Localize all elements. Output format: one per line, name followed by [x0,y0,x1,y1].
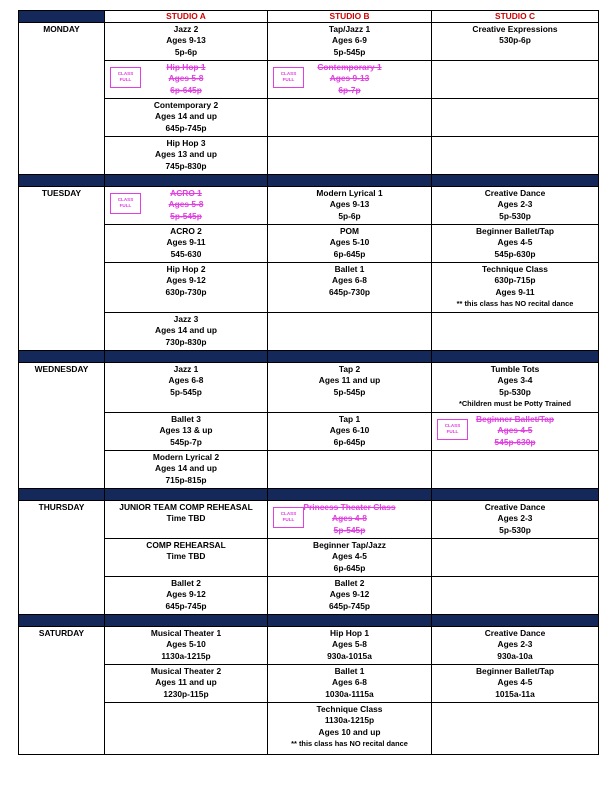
empty-cell [432,99,599,137]
class-cell: Tap/Jazz 1 Ages 6-9 5p-545p [268,23,432,61]
empty-cell [432,577,599,615]
tuesday-row-2 [19,225,599,263]
empty-cell [268,451,432,489]
empty-cell [432,539,599,577]
class-cell: Creative Dance Ages 2-3 5p-530p [432,501,599,539]
class-cell: Hip Hop 1 Ages 5-8 930a-1015a [268,627,432,665]
class-cell: Jazz 3 Ages 14 and up 730p-830p [105,313,268,351]
class-cell: Beginner Tap/Jazz Ages 4-5 6p-645p [268,539,432,577]
day-separator [19,615,599,627]
class-cell: Jazz 1 Ages 6-8 5p-545p [105,363,268,413]
saturday-row-2 [19,665,599,703]
class-cell: Beginner Ballet/Tap Ages 4-5 545p-630p [432,225,599,263]
class-cell: Ballet 3 Ages 13 & up 545p-7p [105,413,268,451]
class-cell: Ballet 2 Ages 9-12 645p-745p [268,577,432,615]
full-class-cell: CLASS FULL Hip Hop 1 Ages 5-8 6p-645p [105,61,268,99]
class-cell: Hip Hop 3 Ages 13 and up 745p-830p [105,137,268,175]
class-cell: Creative Dance Ages 2-3 5p-530p [432,187,599,225]
schedule-table [18,10,599,755]
class-cell: JUNIOR TEAM COMP REHEASAL Time TBD [105,501,268,539]
monday-row-3 [19,99,599,137]
class-full-badge: CLASS FULL [437,419,468,440]
empty-cell [268,313,432,351]
full-class-cell: CLASS FULL Beginner Ballet/Tap Ages 4-5 545p-630p [432,413,599,451]
class-cell: Tap 2 Ages 11 and up 5p-545p [268,363,432,413]
header-row [19,11,599,23]
class-cell: Tap 1 Ages 6-10 6p-645p [268,413,432,451]
wednesday-row-1 [19,363,599,413]
empty-cell [432,137,599,175]
empty-cell [432,703,599,755]
class-full-badge: CLASS FULL [110,193,141,214]
class-cell: Contemporary 2 Ages 14 and up 645p-745p [105,99,268,137]
class-cell: Creative Expressions 530p-6p [432,23,599,61]
empty-cell [268,137,432,175]
class-cell: Musical Theater 1 Ages 5-10 1130a-1215p [105,627,268,665]
class-cell: Musical Theater 2 Ages 11 and up 1230p-115p [105,665,268,703]
day-label-thursday: THURSDAY [19,501,105,615]
class-cell: Beginner Ballet/Tap Ages 4-5 1015a-11a [432,665,599,703]
wednesday-row-2 [19,413,599,451]
day-label-monday: MONDAY [19,23,105,175]
tuesday-row-3 [19,263,599,313]
day-label-saturday: SATURDAY [19,627,105,755]
class-cell: Ballet 2 Ages 9-12 645p-745p [105,577,268,615]
studio-b-header: STUDIO B [268,11,432,23]
day-separator [19,175,599,187]
full-class-cell: CLASS FULL Princess Theater Class Ages 4-8 5p-545p [268,501,432,539]
class-cell: POM Ages 5-10 6p-645p [268,225,432,263]
studio-c-header: STUDIO C [432,11,599,23]
recital-note: ** this class has NO recital dance [291,739,408,749]
full-class-cell: CLASS FULL ACRO 1 Ages 5-8 5p-545p [105,187,268,225]
day-separator [19,351,599,363]
class-cell: Jazz 2 Ages 9-13 5p-6p [105,23,268,61]
monday-row-2 [19,61,599,99]
class-cell: Ballet 1 Ages 6-8 645p-730p [268,263,432,313]
monday-row-1 [19,23,599,61]
class-cell: Creative Dance Ages 2-3 930a-10a [432,627,599,665]
monday-row-4 [19,137,599,175]
tuesday-row-1 [19,187,599,225]
empty-cell [268,99,432,137]
class-full-badge: CLASS FULL [273,67,304,88]
class-cell: Modern Lyrical 2 Ages 14 and up 715p-815p [105,451,268,489]
class-cell: COMP REHEARSAL Time TBD [105,539,268,577]
class-full-badge: CLASS FULL [273,507,304,528]
class-cell: Tumble Tots Ages 3-4 5p-530p *Children must be Potty Trained [432,363,599,413]
empty-cell [432,451,599,489]
tuesday-row-4 [19,313,599,351]
thursday-row-2 [19,539,599,577]
day-label-wednesday: WEDNESDAY [19,363,105,489]
potty-note: *Children must be Potty Trained [458,399,572,409]
class-cell: ACRO 2 Ages 9-11 545-630 [105,225,268,263]
day-label-tuesday: TUESDAY [19,187,105,351]
empty-cell [105,703,268,755]
class-cell: Modern Lyrical 1 Ages 9-13 5p-6p [268,187,432,225]
thursday-row-3 [19,577,599,615]
day-separator [19,489,599,501]
full-class-cell: CLASS FULL Contemporary 1 Ages 9-13 6p-7p [268,61,432,99]
studio-a-header: STUDIO A [105,11,268,23]
saturday-row-3 [19,703,599,755]
empty-cell [432,61,599,99]
saturday-row-1 [19,627,599,665]
class-cell: Hip Hop 2 Ages 9-12 630p-730p [105,263,268,313]
recital-note: ** this class has NO recital dance [456,299,574,309]
empty-cell [432,313,599,351]
class-cell: Ballet 1 Ages 6-8 1030a-1115a [268,665,432,703]
class-cell: Technique Class 630p-715p Ages 9-11 ** this class has NO recital dance [432,263,599,313]
class-cell: Technique Class 1130a-1215p Ages 10 and up ** this class has NO recital dance [268,703,432,755]
thursday-row-1 [19,501,599,539]
class-full-badge: CLASS FULL [110,67,141,88]
wednesday-row-3 [19,451,599,489]
header-corner [19,11,105,23]
